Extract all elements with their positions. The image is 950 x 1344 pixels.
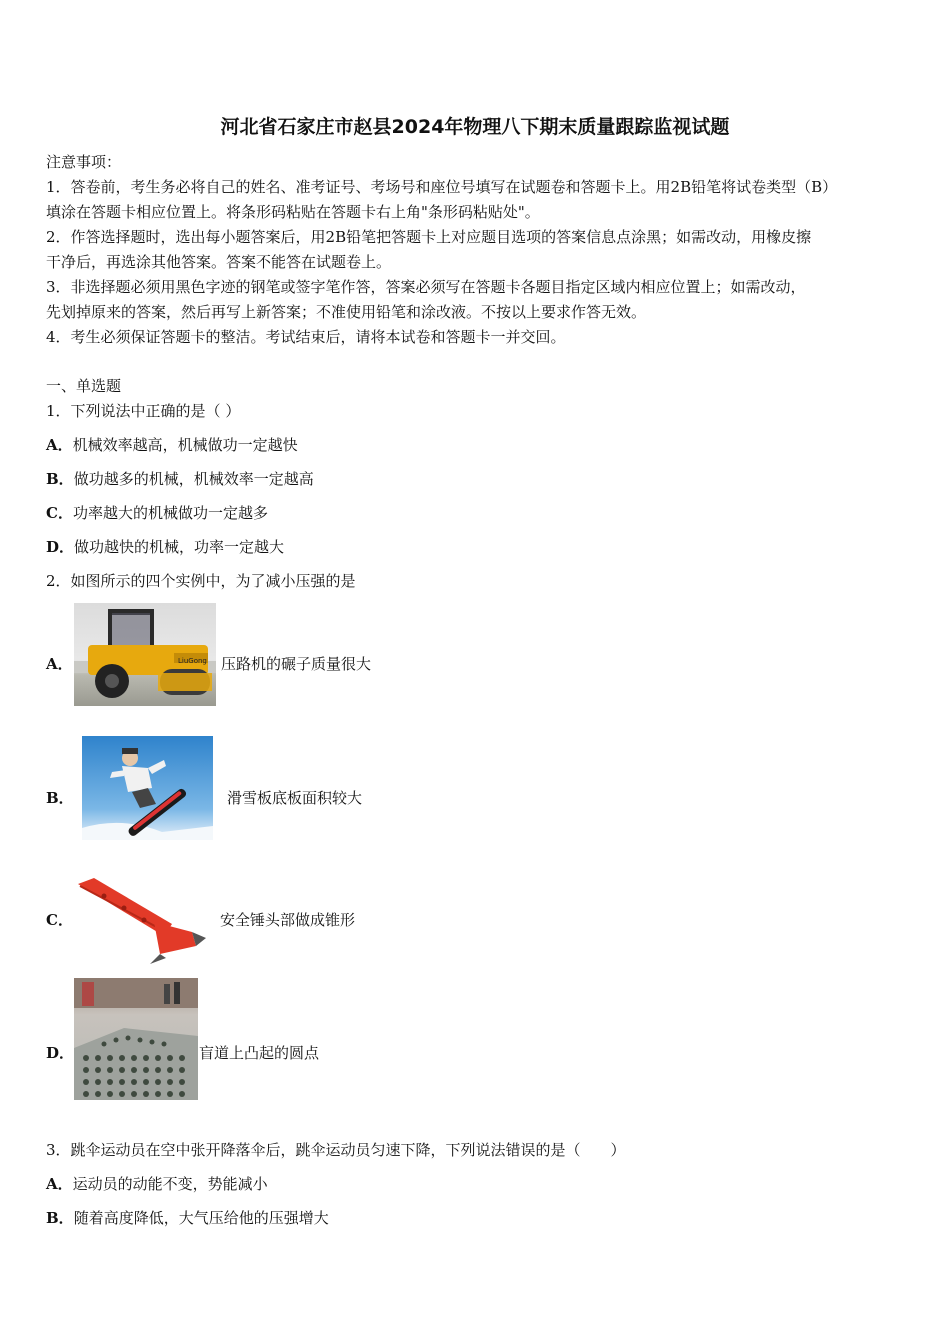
q3-option-b: [46, 1208, 329, 1228]
tactile-paving-image: [74, 978, 198, 1100]
option-label: D．: [46, 538, 75, 556]
option-label: B．: [46, 470, 74, 488]
svg-text:LiuGong: LiuGong: [178, 657, 207, 665]
option-label: A．: [46, 436, 73, 454]
notice-line: 4．考生必须保证答题卡的整洁。考试结束后，请将本试卷和答题卡一并交回。: [46, 328, 566, 346]
notice-line: 先划掉原来的答案，然后再写上新答案；不准使用铅笔和涂改液。不按以上要求作答无效。: [46, 303, 647, 321]
q1-option-b: [46, 469, 314, 489]
option-text: 运动员的动能不变，势能减小: [72, 1175, 268, 1193]
option-label: C．: [46, 911, 73, 929]
option-text: 随着高度降低，大气压给他的压强增大: [73, 1209, 329, 1227]
page-title: 河北省石家庄市赵县2024年物理八下期末质量跟踪监视试题: [220, 116, 730, 138]
safety-hammer-image: [74, 876, 208, 966]
notice-heading: 注意事项：: [46, 153, 122, 171]
option-label: C．: [46, 504, 73, 522]
question-2-stem: 2．如图所示的四个实例中，为了减小压强的是: [46, 572, 356, 590]
option-label: A．: [46, 655, 73, 673]
option-text: 压路机的碾子质量很大: [221, 655, 372, 673]
road-roller-icon: [74, 603, 216, 706]
question-3-stem: 3．跳伞运动员在空中张开降落伞后，跳伞运动员匀速下降，下列说法错误的是（ ）: [46, 1141, 626, 1159]
option-label: B．: [46, 1209, 74, 1227]
section-heading: 一、单选题: [46, 377, 122, 395]
option-label: A．: [46, 1175, 73, 1193]
option-label: B．: [46, 789, 74, 807]
q1-option-c: [46, 503, 268, 523]
option-text: 盲道上凸起的圆点: [199, 1044, 320, 1062]
option-text: 滑雪板底板面积较大: [227, 789, 363, 807]
snowboarder-icon: [82, 736, 213, 840]
q3-option-a: [46, 1174, 268, 1194]
question-1-stem: 1．下列说法中正确的是（ ）: [46, 402, 241, 420]
safety-hammer-icon: [74, 876, 208, 966]
option-text: 做功越快的机械，功率一定越大: [74, 538, 285, 556]
option-text: 机械效率越高，机械做功一定越快: [72, 436, 298, 454]
tactile-paving-icon: [74, 978, 198, 1100]
notice-line: 干净后，再选涂其他答案。答案不能答在试题卷上。: [46, 253, 392, 271]
notice-line: 1．答卷前，考生务必将自己的姓名、准考证号、考场号和座位号填写在试题卷和答题卡上。用2B铅笔将试卷类型（B）: [46, 178, 838, 196]
notice-line: 2．作答选择题时，选出每小题答案后，用2B铅笔把答题卡上对应题目选项的答案信息点涂黑；如需改动，用橡皮擦: [46, 228, 812, 246]
road-roller-image: [74, 603, 216, 706]
notice-line: 填涂在答题卡相应位置上。将条形码粘贴在答题卡右上角"条形码粘贴处"。: [46, 203, 540, 221]
option-text: 安全锤头部做成锥形: [220, 911, 356, 929]
notice-line: 3．非选择题必须用黑色字迹的钢笔或签字笔作答，答案必须写在答题卡各题目指定区域内相应位置上；如需改动，: [46, 278, 806, 296]
option-text: 功率越大的机械做功一定越多: [72, 504, 268, 522]
option-label: D．: [46, 1044, 75, 1062]
q1-option-a: [46, 435, 298, 455]
snowboarder-image: [82, 736, 213, 840]
option-text: 做功越多的机械，机械效率一定越高: [73, 470, 314, 488]
q1-option-d: [46, 537, 284, 557]
